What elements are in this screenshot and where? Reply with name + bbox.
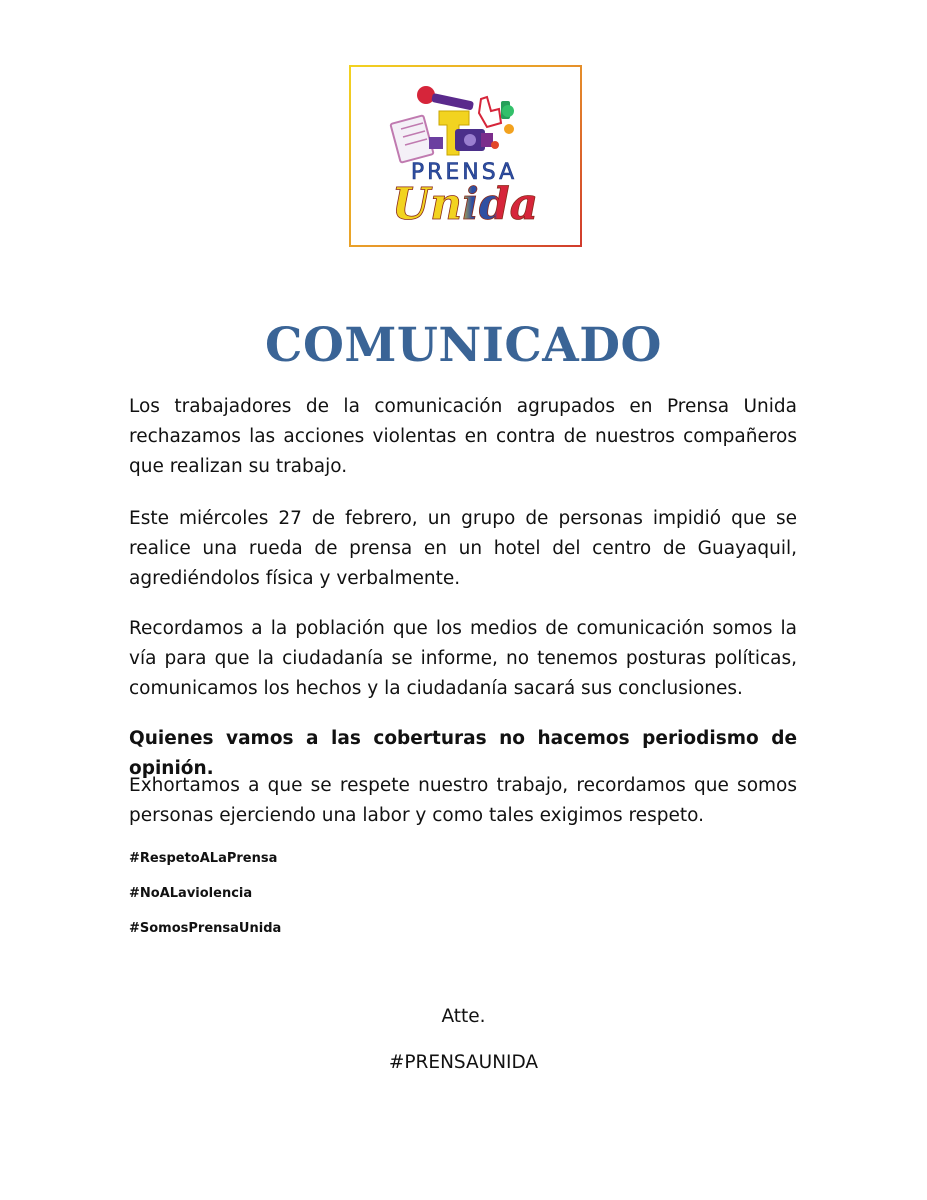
paragraph-3: Recordamos a la población que los medios de comunicación somos la vía para que la ciudadanía se informe, no tenemos posturas políticas, comunicamos los hechos y la ciudadanía sacará sus conclusiones. — [129, 618, 797, 699]
page-title: COMUNICADO — [265, 318, 662, 373]
paragraph-2: Este miércoles 27 de febrero, un grupo de personas impidió que se realice una rueda de prensa en un hotel del centro de Guayaquil, agrediéndolos física y verbalmente. — [129, 508, 797, 589]
logo-text-unida: Unida — [391, 179, 539, 230]
paragraph-bold-statement: Quienes vamos a las coberturas no hacemos periodismo de opinión. — [129, 728, 797, 779]
prensa-unida-logo — [349, 65, 582, 247]
paragraph-1: Los trabajadores de la comunicación agrupados en Prensa Unida rechazamos las acciones violentas en contra de nuestros compañeros que realizan su trabajo. — [129, 396, 797, 477]
paragraph-5: Exhortamos a que se respete nuestro trabajo, recordamos que somos personas ejerciendo una labor y como tales exigimos respeto. — [129, 775, 797, 826]
hashtag-respeto: #RespetoALaPrensa — [129, 851, 278, 866]
closing-signature: #PRENSAUNIDA — [388, 1052, 539, 1073]
media-icons-graphic — [390, 86, 514, 163]
hashtag-somos: #SomosPrensaUnida — [129, 921, 282, 936]
logo-text-prensa: PRENSA — [410, 160, 518, 185]
hashtag-no-violencia: #NoALaviolencia — [129, 886, 253, 901]
closing-atte: Atte. — [441, 1006, 486, 1027]
